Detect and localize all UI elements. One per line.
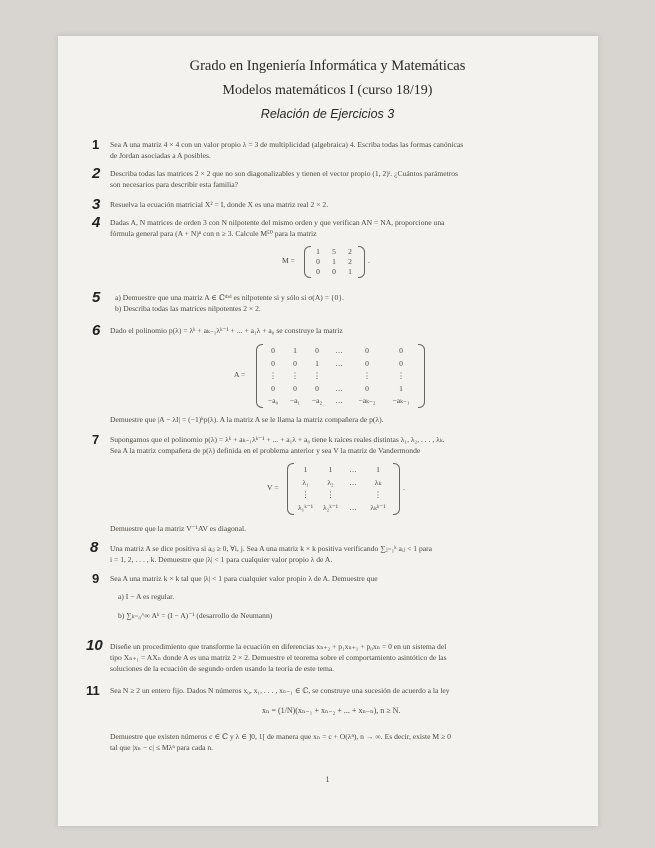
- sheet-title: Relación de Ejercicios 3: [260, 107, 395, 121]
- course-subtitle: Modelos matemáticos I (curso 18/19): [222, 83, 433, 98]
- exercise-number: 4: [92, 214, 101, 231]
- exercise-9-item-a: a) I − A es regular.: [118, 592, 175, 601]
- recurrence-formula: xₙ = (1/N)(xₙ₋₁ + xₙ₋₂ + ... + xₙ₋ₙ), n ≥ N.: [262, 706, 401, 715]
- exercise-6-conclusion: Demuestre que |A − λI| = (−1)ᵏp(λ). A la matriz A se le llama la matriz compañera de p(λ).: [110, 415, 384, 424]
- exercise-9-text: Sea A una matriz k × k tal que |λ| < 1 para cualquier valor propio λ de A. Demuestre que: [110, 574, 378, 583]
- exercise-number: 3: [92, 196, 101, 213]
- exercise-5-text: a) Demuestre que una matriz A ∈ ℂᵈˣᵈ es nilpotente si y sólo si σ(A) = {0}. b) Describa todas las matrices nilpotentes 2 × 2.: [115, 293, 344, 313]
- exercise-number: 9: [92, 571, 100, 586]
- exercise-11-text: Sea N ≥ 2 un entero fijo. Dados N números x₀, x₁, . . . , xₙ₋₁ ∈ ℂ, se construye una sucesión de acuerdo a la ley: [110, 686, 450, 695]
- exercise-8-text: Una matriz A se dice positiva si aᵢⱼ ≥ 0, ∀i, j. Sea A una matriz k × k positiva verificando ∑ⱼ₌₁ᵏ aᵢⱼ < 1 para i = 1, 2, . . . , k. Demuestre que |λ| < 1 para cualquier valor propio λ de A.: [110, 544, 433, 564]
- companion-matrix-A: A = 0 1 0 … 0 0 0 0 1 … 0 0 ⋮ ⋮ ⋮ ⋮ ⋮ 0 0 0 … 0 1 −a₀ −a₁ −a₂ … −aₖ₋₂ −aₖ₋₁: [250, 344, 430, 408]
- exercise-number: 8: [90, 539, 99, 556]
- exercise-number: 5: [92, 289, 101, 306]
- exercise-number: 6: [92, 322, 101, 339]
- vandermonde-matrix-V: V = 1 1 … 1 λ₁ λ₂ … λₖ ⋮ ⋮ ⋮ λ₁ᵏ⁻¹ λ₂ᵏ⁻¹ … λₖᵏ⁻¹ .: [285, 463, 415, 515]
- exercise-3-text: Resuelva la ecuación matricial X² = I, donde X es una matriz real 2 × 2.: [110, 200, 329, 209]
- exercise-7-conclusion: Demuestre que la matriz V⁻¹AV es diagonal.: [110, 524, 246, 533]
- exercise-number: 1: [92, 137, 100, 152]
- document-title: Grado en Ingeniería Informática y Matemáticas: [189, 58, 466, 74]
- exercise-6-text: Dado el polinomio p(λ) = λᵏ + aₖ₋₁λᵏ⁻¹ + ... + a₁λ + a₀ se construye la matriz: [110, 326, 343, 335]
- exercise-number: 10: [86, 637, 103, 654]
- exercise-number: 11: [86, 683, 100, 698]
- exercise-11-conclusion: Demuestre que existen números c ∈ ℂ y λ ∈ ]0, 1[ de manera que xₙ = c + O(λⁿ), n → ∞. Es decir, existe M ≥ 0 tal que |xₙ − c| ≤ Mλⁿ para cada n.: [110, 732, 451, 752]
- matrix-M: M = 1 5 2 0 1 2 0 0 1 .: [282, 247, 370, 276]
- exercise-10-text: Diseñe un procedimiento que transforme la ecuación en diferencias xₙ₊₂ + p₁xₙ₊₁ + p₀xₙ = 0 en un sistema del tipo Xₙ₊₁ = AXₙ donde A es una matriz 2 × 2. Demuestre el teorema sobre el comportamiento asintótico de las soluciones de la ecuación de segundo orden usando la teoría de este tema.: [110, 642, 447, 673]
- exercise-number: 7: [92, 432, 100, 447]
- exercise-1-text: Sea A una matriz 4 × 4 con un valor propio λ = 3 de multiplicidad (algebraica) 4. Escriba todas las formas canónicas de Jordan asociadas a A posibles.: [110, 140, 464, 160]
- exercise-number: 2: [92, 165, 101, 182]
- exercise-4-text: Dadas A, N matrices de orden 3 con N nilpotente del mismo orden y que verifican AN = NA, proporcione una fórmula general para (A + N)ⁿ con n ≥ 3. Calcule M⁵⁰ para la matriz: [110, 218, 445, 238]
- exercise-2-text: Describa todas las matrices 2 × 2 que no son diagonalizables y tienen el vector propio (1, 2)ᵗ. ¿Cuántos parámetros son necesarios para describir esta familia?: [110, 169, 458, 189]
- exercise-7-text: Supongamos que el polinomio p(λ) = λᵏ + aₖ₋₁λᵏ⁻¹ + ... + a₁λ + a₀ tiene k raíces reales distintas λ₁, λ₂, . . . , λₖ. Sea A la matriz compañera de p(λ) definida en el problema anterior y sea V la matriz de Vandermonde: [110, 435, 445, 455]
- exercise-9-item-b: b) ∑ₖ₌₀^∞ Aᵏ = (I − A)⁻¹ (desarrollo de Neumann): [118, 611, 273, 620]
- page-number: 1: [325, 775, 330, 784]
